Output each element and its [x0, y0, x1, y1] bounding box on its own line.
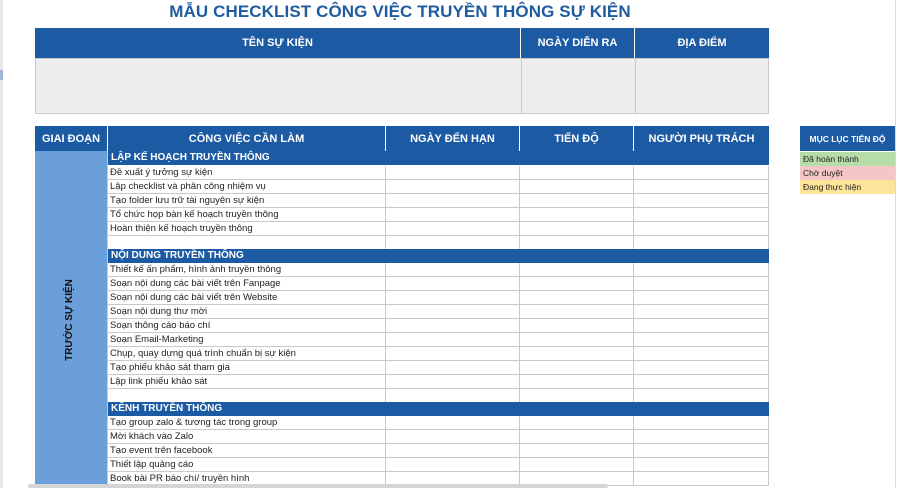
page-title: MẪU CHECKLIST CÔNG VIỆC TRUYỀN THÔNG SỰ KIỆN: [169, 2, 631, 21]
owner-cell[interactable]: [634, 333, 769, 347]
progress-cell[interactable]: [520, 277, 634, 291]
event-date-header: NGÀY DIỄN RA: [521, 28, 635, 58]
task-row[interactable]: [108, 458, 769, 472]
task-row[interactable]: [108, 347, 769, 361]
task-row[interactable]: [108, 222, 769, 236]
owner-header: NGƯỜI PHỤ TRÁCH: [634, 126, 769, 151]
event-location-header: ĐỊA ĐIỂM: [635, 28, 769, 58]
task-row[interactable]: [108, 166, 769, 180]
progress-cell[interactable]: [520, 166, 634, 180]
legend-item-done: Đã hoàn thành: [800, 152, 895, 166]
task-cell[interactable]: Soạn thông cáo báo chí: [108, 319, 386, 333]
task-row[interactable]: [108, 305, 769, 319]
owner-cell[interactable]: [634, 208, 769, 222]
owner-cell[interactable]: [634, 222, 769, 236]
owner-cell[interactable]: [634, 166, 769, 180]
task-row[interactable]: [108, 319, 769, 333]
task-cell[interactable]: [108, 236, 386, 250]
due-cell[interactable]: [386, 444, 520, 458]
progress-cell[interactable]: [520, 194, 634, 208]
owner-cell[interactable]: [634, 319, 769, 333]
task-cell[interactable]: Soạn nội dung các bài viết trên Website: [108, 291, 386, 305]
progress-cell[interactable]: [520, 208, 634, 222]
task-row[interactable]: [108, 361, 769, 375]
task-cell[interactable]: Tạo folder lưu trữ tài nguyên sự kiện: [108, 194, 386, 208]
row-gutter: [0, 0, 3, 488]
event-name-header: TÊN SỰ KIỆN: [35, 28, 521, 58]
due-cell[interactable]: [386, 389, 520, 403]
task-row[interactable]: [108, 180, 769, 194]
owner-cell[interactable]: [634, 472, 769, 486]
progress-cell[interactable]: [520, 291, 634, 305]
owner-cell[interactable]: [634, 416, 769, 430]
owner-cell[interactable]: [634, 458, 769, 472]
task-cell[interactable]: Soạn nội dung thư mời: [108, 305, 386, 319]
due-cell[interactable]: [386, 236, 520, 250]
task-cell[interactable]: Hoàn thiện kế hoạch truyền thông: [108, 222, 386, 236]
task-cell[interactable]: Thiết lập quảng cáo: [108, 458, 386, 472]
task-cell[interactable]: Book bài PR báo chí/ truyền hình: [108, 472, 386, 486]
event-location-cell[interactable]: [635, 58, 769, 114]
legend-item-pending: Chờ duyệt: [800, 166, 895, 180]
due-cell[interactable]: [386, 458, 520, 472]
task-cell[interactable]: Lập link phiếu khảo sát: [108, 375, 386, 389]
owner-cell[interactable]: [634, 375, 769, 389]
due-cell[interactable]: [386, 305, 520, 319]
progress-cell[interactable]: [520, 361, 634, 375]
owner-cell[interactable]: [634, 277, 769, 291]
progress-cell[interactable]: [520, 222, 634, 236]
progress-cell[interactable]: [520, 430, 634, 444]
section-header: NỘI DUNG TRUYỀN THÔNG: [108, 249, 769, 263]
due-cell[interactable]: [386, 291, 520, 305]
task-row[interactable]: [108, 236, 769, 250]
due-cell[interactable]: [386, 361, 520, 375]
due-cell[interactable]: [386, 263, 520, 277]
progress-cell[interactable]: [520, 333, 634, 347]
task-row[interactable]: [108, 277, 769, 291]
column-gridline: [895, 0, 896, 488]
task-row[interactable]: [108, 375, 769, 389]
progress-cell[interactable]: [520, 347, 634, 361]
event-date-cell[interactable]: [521, 58, 636, 114]
progress-cell[interactable]: [520, 263, 634, 277]
selected-row-marker: [0, 70, 3, 80]
task-cell[interactable]: Đề xuất ý tưởng sự kiện: [108, 166, 386, 180]
task-cell[interactable]: Lập checklist và phân công nhiệm vụ: [108, 180, 386, 194]
horizontal-scrollbar[interactable]: [28, 484, 608, 488]
task-cell[interactable]: Soạn nội dung các bài viết trên Fanpage: [108, 277, 386, 291]
owner-cell[interactable]: [634, 444, 769, 458]
legend-item-in-progress: Đang thực hiện: [800, 180, 895, 194]
owner-cell[interactable]: [634, 347, 769, 361]
progress-header: TIẾN ĐỘ: [520, 126, 634, 151]
task-row[interactable]: [108, 333, 769, 347]
progress-cell[interactable]: [520, 375, 634, 389]
due-cell[interactable]: [386, 430, 520, 444]
due-cell[interactable]: [386, 333, 520, 347]
owner-cell[interactable]: [634, 180, 769, 194]
progress-cell[interactable]: [520, 319, 634, 333]
due-cell[interactable]: [386, 319, 520, 333]
task-cell[interactable]: Soạn Email-Marketing: [108, 333, 386, 347]
owner-cell[interactable]: [634, 430, 769, 444]
due-cell[interactable]: [386, 208, 520, 222]
legend-title: MỤC LỤC TIẾN ĐỘ: [800, 126, 895, 151]
due-cell[interactable]: [386, 375, 520, 389]
task-cell[interactable]: Mời khách vào Zalo: [108, 430, 386, 444]
progress-cell[interactable]: [520, 458, 634, 472]
task-cell[interactable]: Thiết kế ấn phẩm, hình ảnh truyền thông: [108, 263, 386, 277]
task-cell[interactable]: Tổ chức họp bàn kế hoạch truyền thông: [108, 208, 386, 222]
owner-cell[interactable]: [634, 305, 769, 319]
owner-cell[interactable]: [634, 291, 769, 305]
task-row[interactable]: [108, 389, 769, 403]
due-cell[interactable]: [386, 166, 520, 180]
progress-cell[interactable]: [520, 305, 634, 319]
task-row[interactable]: [108, 416, 769, 430]
owner-cell[interactable]: [634, 389, 769, 403]
progress-cell[interactable]: [520, 389, 634, 403]
task-cell[interactable]: Tạo group zalo & tương tác trong group: [108, 416, 386, 430]
task-row[interactable]: [108, 444, 769, 458]
task-cell[interactable]: [108, 389, 386, 403]
progress-cell[interactable]: [520, 416, 634, 430]
owner-cell[interactable]: [634, 361, 769, 375]
progress-cell[interactable]: [520, 180, 634, 194]
task-row[interactable]: [108, 263, 769, 277]
section-header: LẬP KẾ HOẠCH TRUYỀN THÔNG: [108, 151, 769, 165]
task-row[interactable]: [108, 194, 769, 208]
section-header: KÊNH TRUYỀN THÔNG: [108, 402, 769, 416]
due-cell[interactable]: [386, 194, 520, 208]
due-cell[interactable]: [386, 416, 520, 430]
owner-cell[interactable]: [634, 236, 769, 250]
task-row[interactable]: [108, 208, 769, 222]
due-cell[interactable]: [386, 277, 520, 291]
owner-cell[interactable]: [634, 263, 769, 277]
event-name-cell[interactable]: [35, 58, 522, 114]
task-row[interactable]: [108, 291, 769, 305]
due-cell[interactable]: [386, 347, 520, 361]
phase-label: TRƯỚC SỰ KIỆN: [64, 279, 75, 361]
task-header: CÔNG VIỆC CẦN LÀM: [108, 126, 386, 151]
phase-header: GIAI ĐOẠN: [35, 126, 108, 151]
progress-cell[interactable]: [520, 236, 634, 250]
due-cell[interactable]: [386, 180, 520, 194]
due-date-header: NGÀY ĐẾN HẠN: [386, 126, 520, 151]
progress-cell[interactable]: [520, 444, 634, 458]
owner-cell[interactable]: [634, 194, 769, 208]
task-cell[interactable]: Tạo phiếu khảo sát tham gia: [108, 361, 386, 375]
task-cell[interactable]: Tạo event trên facebook: [108, 444, 386, 458]
task-row[interactable]: [108, 430, 769, 444]
due-cell[interactable]: [386, 222, 520, 236]
task-cell[interactable]: Chụp, quay dựng quá trình chuẩn bị sự kiện: [108, 347, 386, 361]
